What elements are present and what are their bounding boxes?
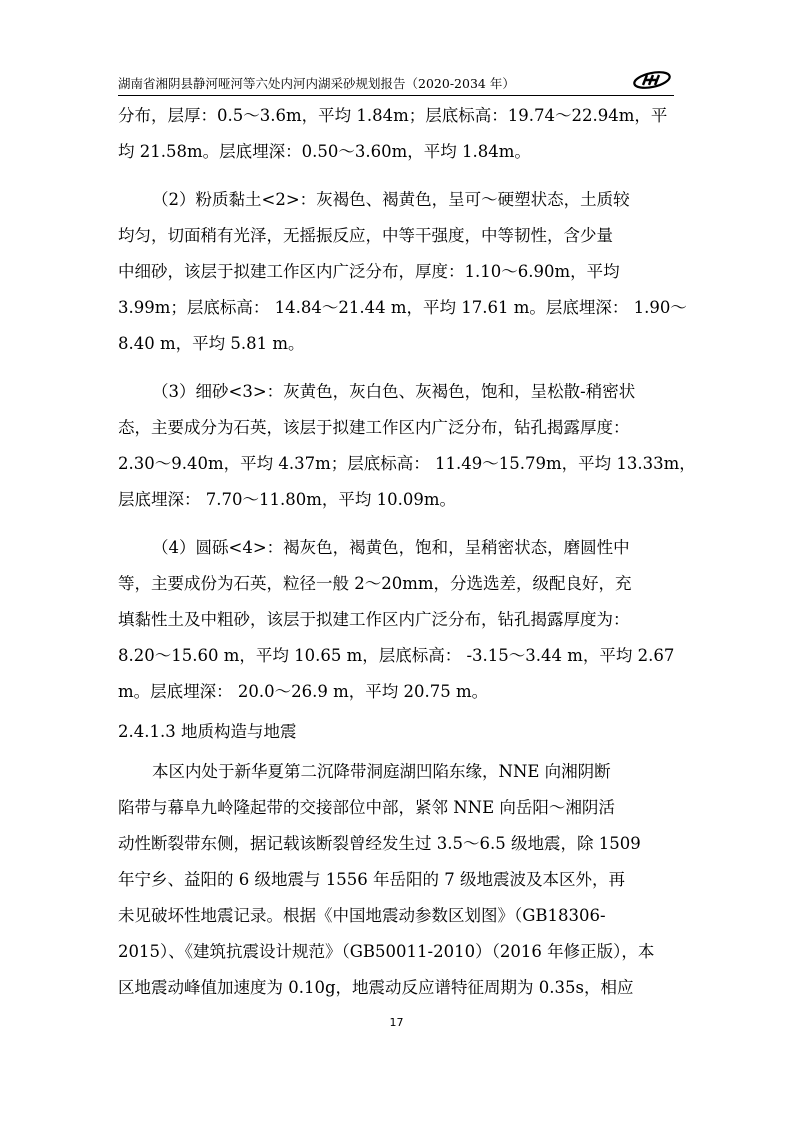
paragraph-gap bbox=[118, 518, 678, 530]
section-heading: 2.4.1.3 地质构造与地震 bbox=[118, 722, 297, 741]
text-line: 分布，层厚：0.5～3.6m，平均 1.84m；层底标高：19.74～22.94m，平 bbox=[118, 106, 668, 125]
text-line: （2）粉质黏土<2>：灰褐色、褐黄色，呈可～硬塑状态，土质较 bbox=[152, 190, 630, 209]
text-line: 陷带与幕阜九岭隆起带的交接部位中部，紧邻 NNE 向岳阳～湘阴活 bbox=[118, 798, 615, 817]
text-line: （4）圆砾<4>：褐灰色，褐黄色，饱和，呈稍密状态，磨圆性中 bbox=[152, 538, 630, 557]
company-logo-icon bbox=[632, 70, 672, 90]
paragraph-gap bbox=[118, 362, 678, 374]
text-line: 区地震动峰值加速度为 0.10g，地震动反应谱特征周期为 0.35s，相应 bbox=[118, 978, 634, 997]
page-header bbox=[118, 70, 674, 96]
text-line: 未见破坏性地震记录。根据《中国地震动参数区划图》（GB18306- bbox=[118, 906, 606, 925]
page-number: 17 bbox=[389, 1016, 404, 1029]
text-line: 均 21.58m。层底埋深：0.50～3.60m，平均 1.84m。 bbox=[118, 142, 531, 161]
paragraph-layer1-continued bbox=[118, 98, 678, 170]
paragraph-geology-seismic bbox=[118, 754, 678, 1006]
paragraph-fine-sand bbox=[118, 374, 696, 518]
header-title: 湖南省湘阴县静河哑河等六处内河内湖采砂规划报告（2020-2034 年） bbox=[118, 76, 515, 91]
text-line: 8.20～15.60 m，平均 10.65 m，层底标高： -3.15～3.44 m，平均 2.67 bbox=[118, 646, 675, 665]
text-line: （3）细砂<3>：灰黄色，灰白色、灰褐色，饱和，呈松散-稍密状 bbox=[152, 382, 636, 401]
text-line: 2015）、《建筑抗震设计规范》（GB50011-2010）（2016 年修正版），本 bbox=[118, 942, 655, 961]
text-line: 3.99m；层底标高： 14.84～21.44 m，平均 17.61 m。层底埋深： 1.90～ bbox=[118, 298, 687, 317]
text-line: 层底埋深： 7.70～11.80m，平均 10.09m。 bbox=[118, 490, 456, 509]
text-line: m。层底埋深： 20.0～26.9 m，平均 20.75 m。 bbox=[118, 682, 489, 701]
text-line: 本区内处于新华夏第二沉降带洞庭湖凹陷东缘，NNE 向湘阴断 bbox=[152, 762, 611, 781]
text-line: 态，主要成分为石英，该层于拟建工作区内广泛分布，钻孔揭露厚度： bbox=[118, 418, 630, 437]
paragraph-round-gravel bbox=[118, 530, 678, 710]
header-rule bbox=[118, 95, 674, 96]
paragraph-gap bbox=[118, 170, 678, 182]
text-line: 2.30～9.40m，平均 4.37m；层底标高： 11.49～15.79m，平均 13.33m， bbox=[118, 454, 696, 473]
document-body bbox=[118, 98, 696, 1006]
text-line: 中细砂，该层于拟建工作区内广泛分布，厚度：1.10～6.90m，平均 bbox=[118, 262, 620, 281]
text-line: 年宁乡、益阳的 6 级地震与 1556 年岳阳的 7 级地震波及本区外，再 bbox=[118, 870, 625, 889]
text-line: 均匀，切面稍有光泽，无摇振反应，中等干强度，中等韧性，含少量 bbox=[118, 226, 613, 245]
text-line: 填黏性土及中粗砂，该层于拟建工作区内广泛分布，钻孔揭露厚度为： bbox=[118, 610, 630, 629]
paragraph-silty-clay bbox=[118, 182, 687, 362]
text-line: 8.40 m，平均 5.81 m。 bbox=[118, 334, 305, 353]
text-line: 动性断裂带东侧，据记载该断裂曾经发生过 3.5～6.5 级地震，除 1509 bbox=[118, 834, 641, 853]
text-line: 等，主要成份为石英，粒径一般 2～20mm，分选选差，级配良好，充 bbox=[118, 574, 632, 593]
